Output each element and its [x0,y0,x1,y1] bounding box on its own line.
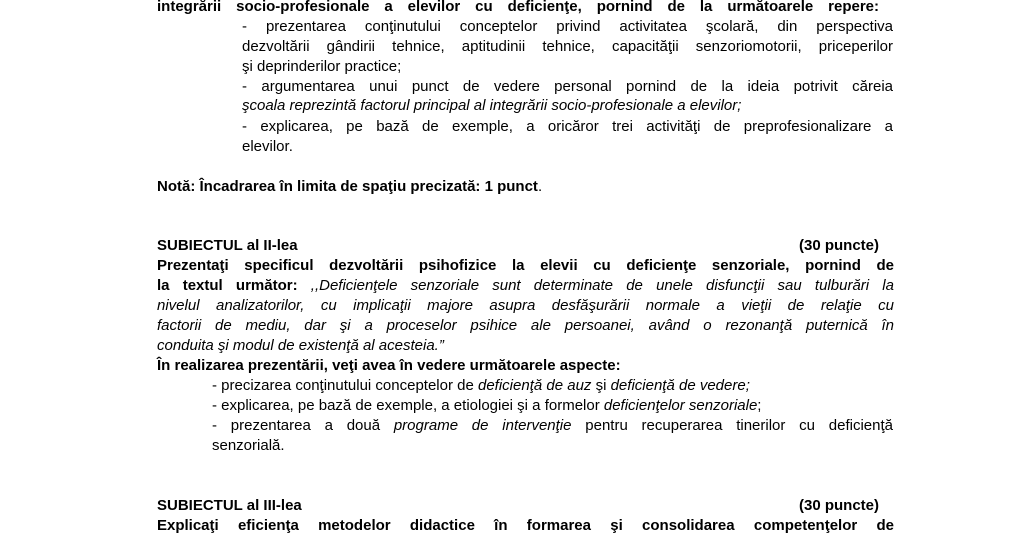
aspect3-text-a: - prezentarea a două [212,417,394,434]
aspect1-term-vision: deficienţă de vedere; [610,377,750,394]
section2-aspects-intro: În realizarea prezentării, veţi avea în vedere următoarele aspecte: [157,357,621,374]
section2-task-line1: Prezentaţi specificul dezvoltării psihofizice la elevii cu deficienţe senzoriale, pornind de [157,257,894,274]
section1-bullet3-line1: - explicarea, pe bază de exemple, a oricăror trei activităţi de preprofesionalizare a [242,118,893,135]
section2-heading [157,236,879,255]
aspect1-text-a: - precizarea conţinutului conceptelor de [212,377,478,394]
section2-aspect3-line2: senzorială. [212,437,285,454]
section2-aspect3-line1 [212,416,893,435]
section2-title: SUBIECTUL al II-lea [157,237,298,254]
section1-bullet2-line2: şcoala reprezintă factorul principal al integrării socio-profesionale a elevilor; [242,97,742,114]
section2-points: (30 puncte) [798,237,879,254]
note-end: . [537,178,543,195]
aspect1-text-c: şi [591,377,611,394]
aspect2-text-a: - explicarea, pe bază de exemple, a etiologiei şi a formelor [212,397,604,414]
section1-bullet3-line2: elevilor. [242,138,293,155]
aspect2-text-c: ; [757,397,762,414]
section2-quote-line3: nivelul analizatorilor, cu implicaţii majore asupra desfăşurării normale a vieţii de relaţie cu [157,297,894,314]
quote-start: ,,Deficienţele senzoriale sunt determinate de unele disfuncţii sau tulburări la [297,277,894,294]
task-intro-bold: la textul următor: [157,277,298,294]
section3-heading [157,496,879,515]
note-bold-text: Notă: Încadrarea în limita de spaţiu precizată: 1 punct [157,178,538,195]
aspect3-term: programe de intervenţie [393,417,572,434]
section2-aspect1 [212,376,750,395]
section3-points: (30 puncte) [798,497,879,514]
aspect1-term-hearing: deficienţă de auz [478,377,592,394]
section1-bullet1-line2: dezvoltării gândirii tehnice, aptitudinii tehnice, capacităţii senzoriomotorii, priceperilor [242,38,893,55]
section2-aspect2 [212,396,761,415]
section2-task-line2 [157,276,894,295]
aspect3-text-c: pentru recuperarea tinerilor cu deficienţă [571,417,893,434]
section2-quote-line5: conduita şi modul de existenţă al acesteia.” [157,337,444,354]
section1-bullet1-line3: şi deprinderilor practice; [242,58,402,75]
section1-intro-line: integrării socio-profesionale a elevilor cu deficienţe, pornind de la următoarele repere: [157,0,879,15]
section3-title: SUBIECTUL al III-lea [157,497,302,514]
section1-bullet2-line1: - argumentarea unui punct de vedere personal pornind de la ideia potrivit căreia [242,78,893,95]
section2-quote-line4: factorii de mediu, dar şi a proceselor psihice ale persoanei, având o rezonanţă puternică în [157,317,894,334]
section1-bullet1-line1: - prezentarea conţinutului conceptelor privind activitatea şcolară, din perspectiva [242,18,893,35]
section1-note [157,177,542,196]
section3-task-line1: Explicaţi eficienţa metodelor didactice în formarea şi consolidarea competenţelor de [157,517,894,534]
aspect2-term: deficienţelor senzoriale [603,397,758,414]
